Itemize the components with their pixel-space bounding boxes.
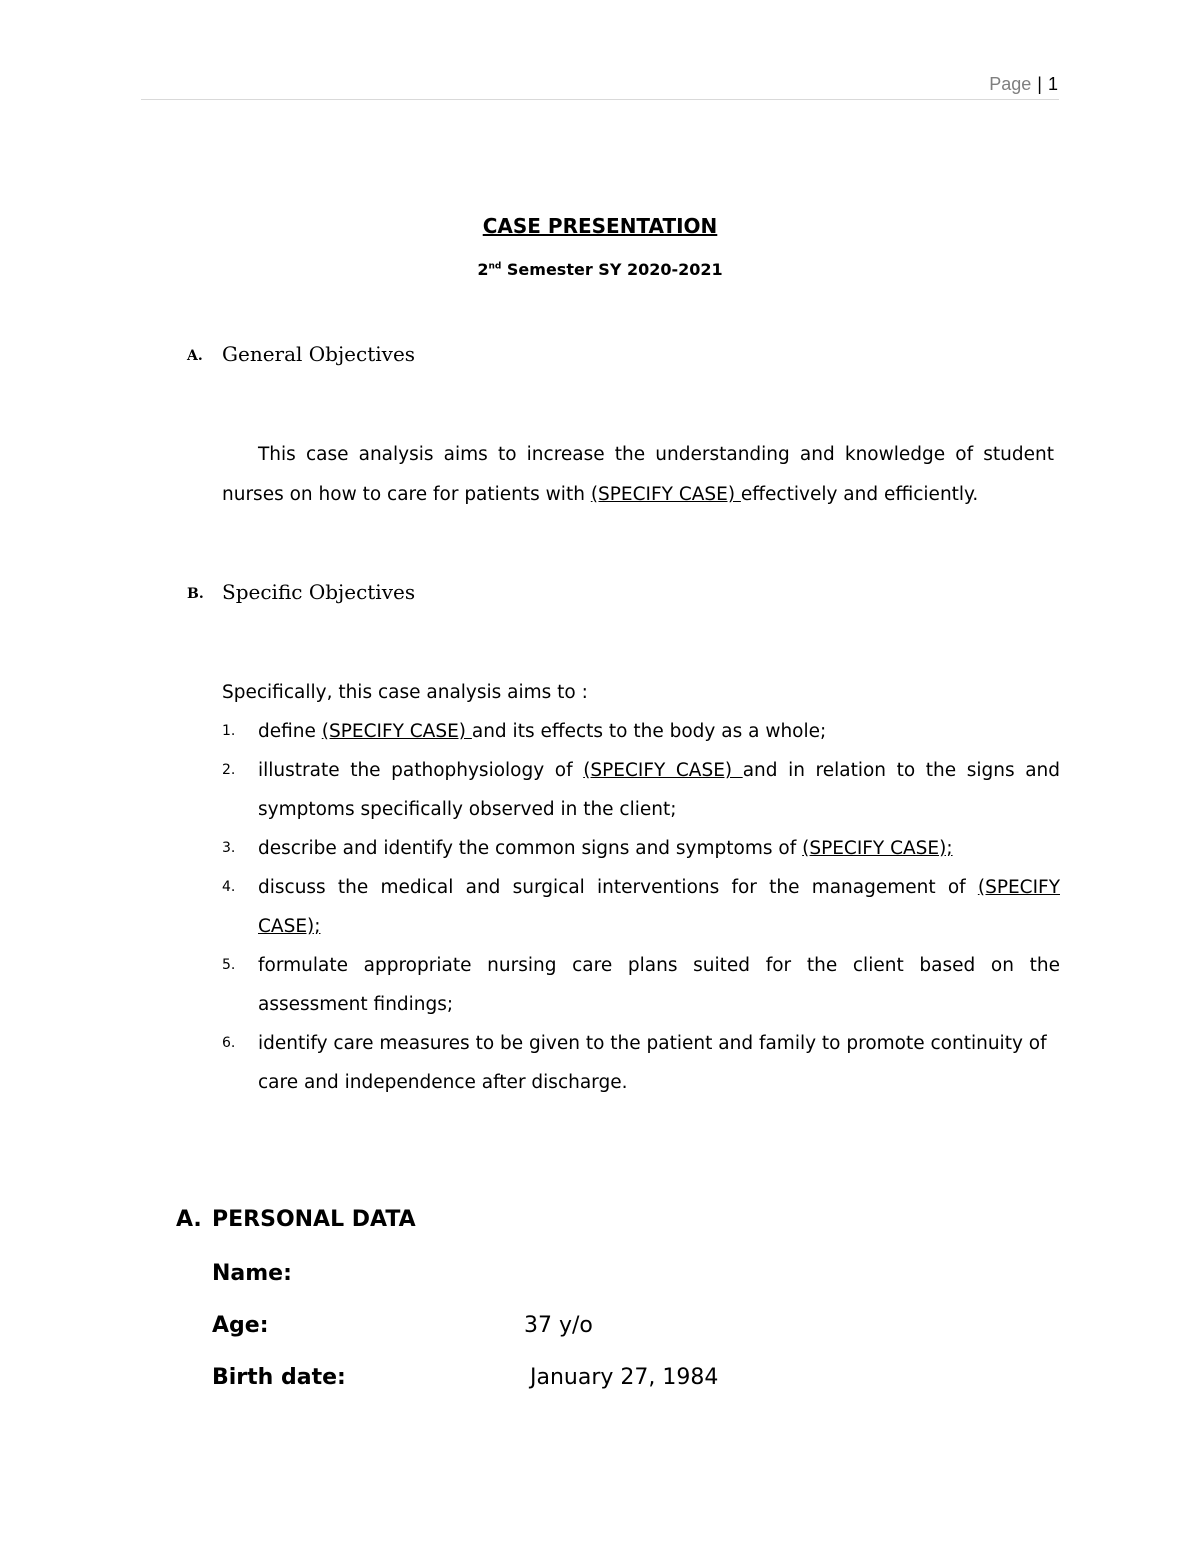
- objectives-list: [222, 712, 1060, 1102]
- case-placeholder: (SPECIFY CASE);: [802, 838, 953, 859]
- case-placeholder: (SPECIFY CASE): [590, 484, 741, 505]
- birth-date-value: January 27, 1984: [530, 1365, 719, 1390]
- objective-item: 6. identify care measures to be given to the patient and family to promote continuity of care and independence after discharge.: [222, 1033, 1047, 1093]
- case-placeholder: (SPECIFY CASE): [583, 760, 743, 781]
- personal-data-letter: A.: [176, 1207, 202, 1232]
- objective-item: 4. discuss the medical and surgical interventions for the management of (SPECIFY CASE);: [222, 877, 1060, 937]
- case-placeholder: (SPECIFY CASE);: [258, 877, 1060, 937]
- objective-item: 5. formulate appropriate nursing care plans suited for the client based on the assessment findings;: [222, 955, 1060, 1015]
- personal-data-heading: PERSONAL DATA: [212, 1207, 416, 1232]
- age-value: 37 y/o: [524, 1313, 593, 1338]
- case-placeholder: (SPECIFY CASE): [321, 721, 472, 742]
- specific-objectives-letter: B.: [187, 586, 204, 602]
- birth-date-label: Birth date:: [212, 1365, 346, 1390]
- objective-item: 2. illustrate the pathophysiology of (SPECIFY CASE) and in relation to the signs and symptoms specifically observed in the client;: [222, 760, 1060, 820]
- page-number-value: 1: [1047, 74, 1058, 94]
- general-objectives-text: This case analysis aims to increase the understanding and knowledge of student nurses on how to care for patients with (SPECIFY CASE) effectively and efficiently.: [222, 444, 1054, 505]
- page-number: [989, 74, 1058, 95]
- age-label: Age:: [212, 1313, 269, 1338]
- page-separator: |: [1037, 74, 1042, 94]
- objective-item: 3. describe and identify the common signs and symptoms of (SPECIFY CASE);: [222, 838, 953, 859]
- document-title: CASE PRESENTATION: [482, 214, 718, 238]
- specific-objectives-intro: Specifically, this case analysis aims to :: [222, 682, 588, 703]
- document-subtitle: 2nd Semester SY 2020-2021: [477, 260, 723, 279]
- name-label: Name:: [212, 1261, 292, 1286]
- general-objectives-letter: A.: [187, 348, 203, 364]
- specific-objectives-heading: Specific Objectives: [222, 580, 416, 604]
- objective-item: 1. define (SPECIFY CASE) and its effects to the body as a whole;: [222, 721, 827, 742]
- page-label: Page: [989, 74, 1032, 94]
- header-rule: [141, 99, 1059, 100]
- general-objectives-heading: General Objectives: [222, 342, 416, 366]
